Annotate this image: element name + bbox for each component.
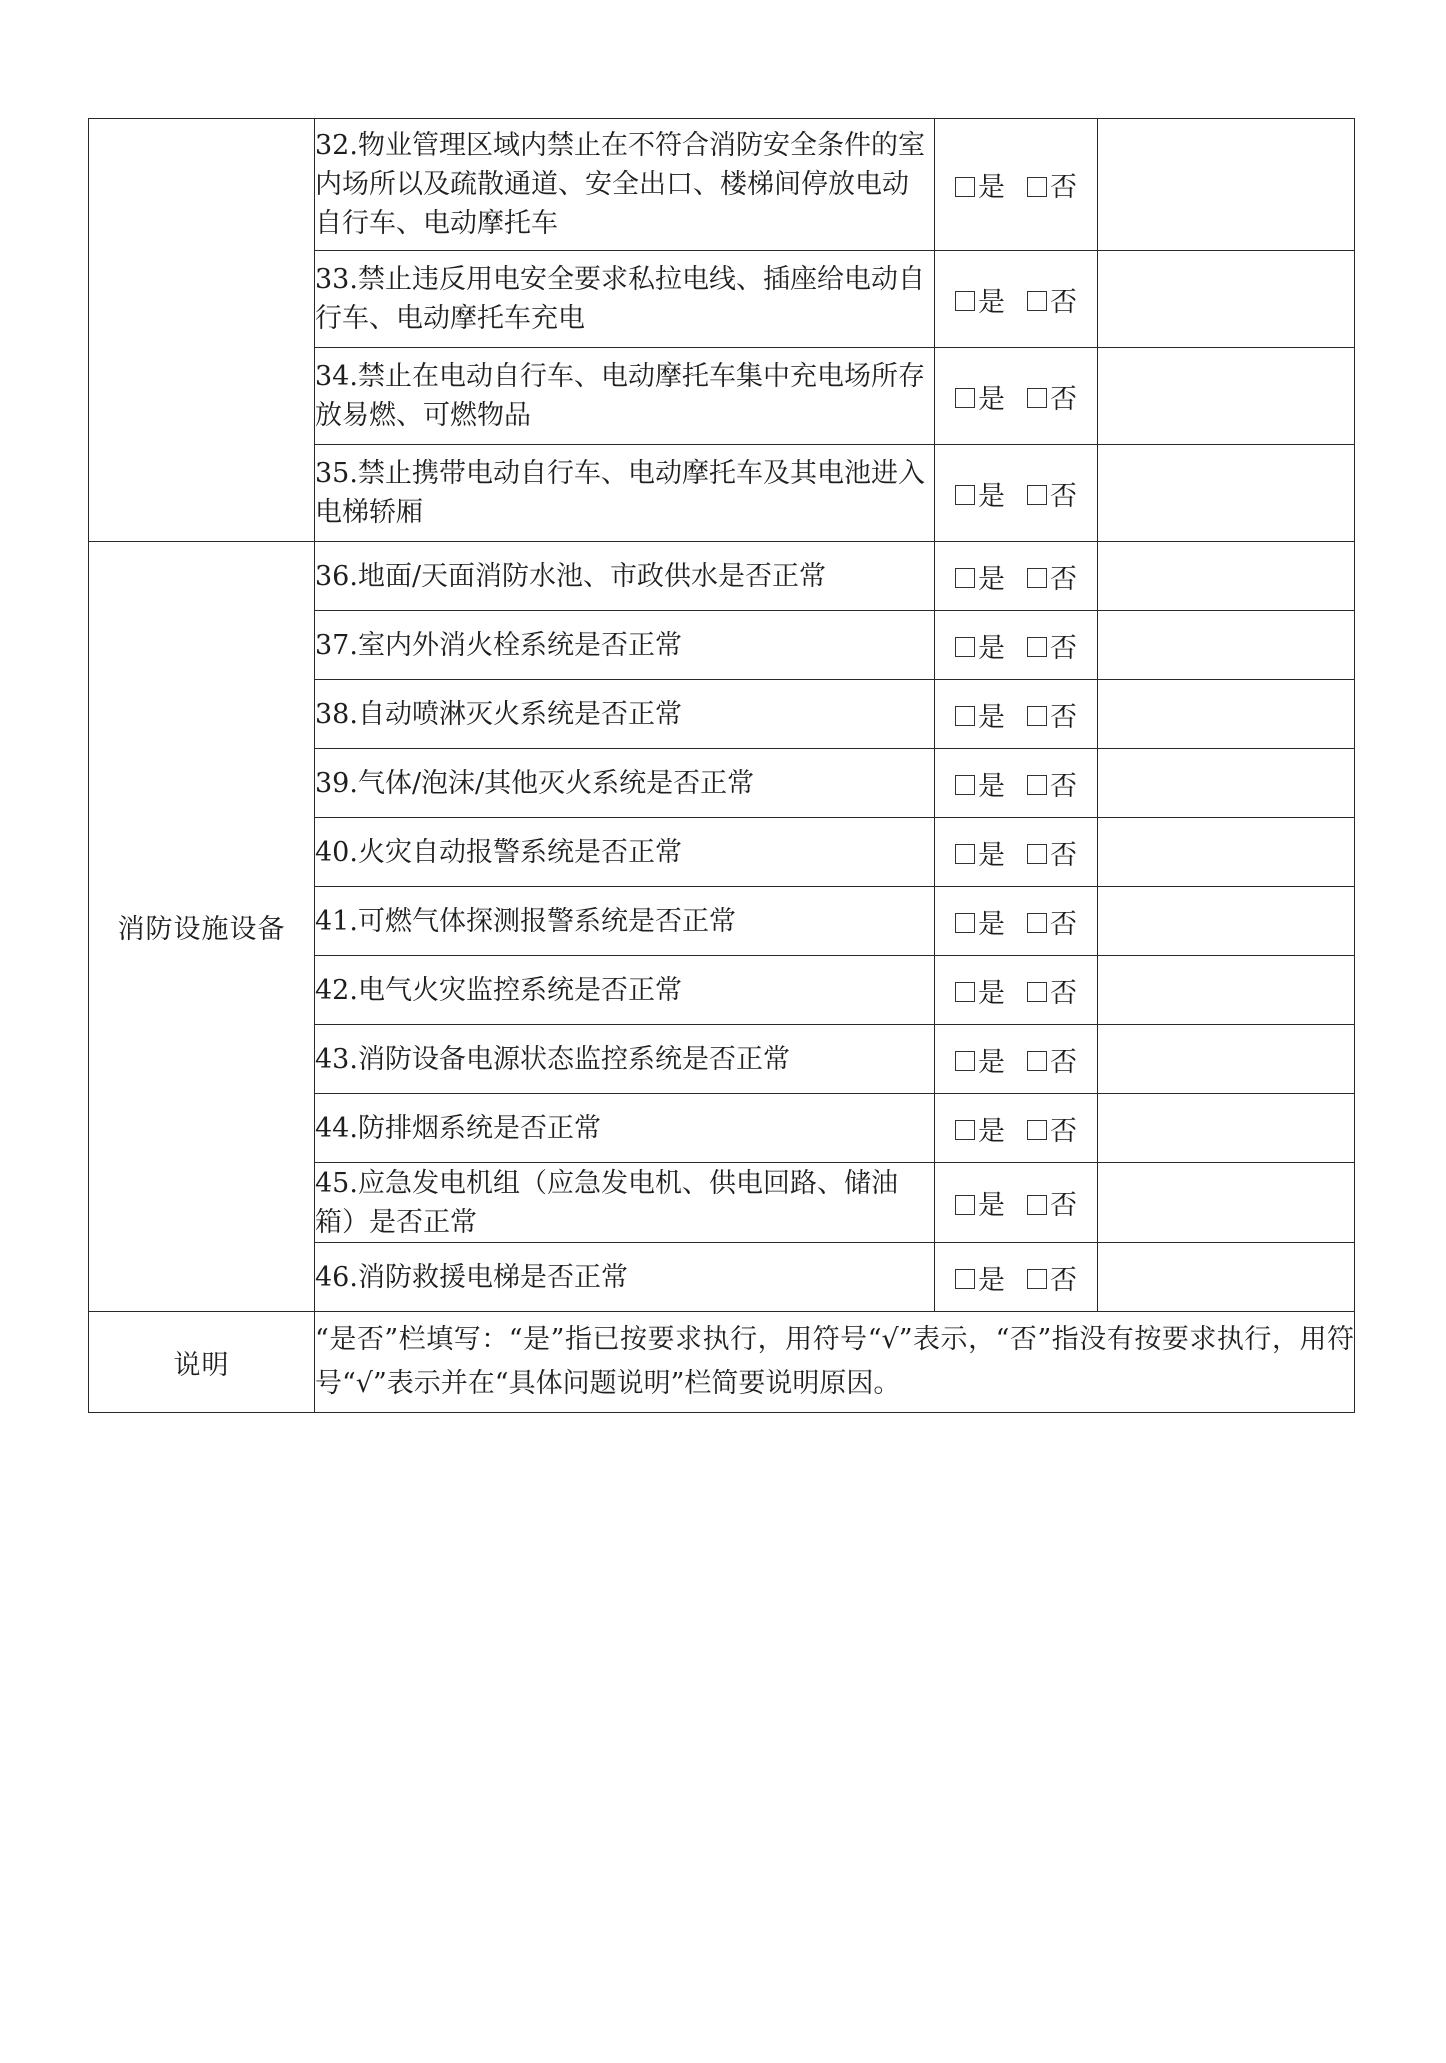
checkbox-icon[interactable]: [955, 568, 975, 588]
no-label: 否: [1050, 286, 1077, 318]
yes-option[interactable]: [955, 557, 1005, 596]
table-row: [89, 542, 1355, 611]
table-row: [89, 119, 1355, 251]
check-item-text: 35.禁止携带电动自行车、电动摩托车及其电池进入电梯轿厢: [315, 445, 935, 542]
no-label: 否: [1050, 480, 1077, 512]
yes-no-cell: [935, 348, 1098, 445]
no-label: 否: [1050, 908, 1077, 940]
no-option[interactable]: [1027, 377, 1077, 416]
yes-no-cell: [935, 251, 1098, 348]
check-item-text: 39.气体/泡沫/其他灭火系统是否正常: [315, 749, 935, 818]
category-cell-fire-facilities: 消防设施设备: [89, 542, 315, 1312]
checkbox-icon[interactable]: [955, 1120, 975, 1140]
remark-label: 说明: [89, 1312, 315, 1413]
yes-option[interactable]: [955, 280, 1005, 319]
issue-description-cell[interactable]: [1098, 1094, 1355, 1163]
yes-label: 是: [978, 172, 1005, 203]
check-item-text: 42.电气火灾监控系统是否正常: [315, 956, 935, 1025]
no-label: 否: [1050, 632, 1077, 664]
checkbox-icon[interactable]: [1027, 1269, 1047, 1289]
checkbox-icon[interactable]: [1027, 913, 1047, 933]
yes-no-cell: [935, 818, 1098, 887]
no-option[interactable]: [1027, 1258, 1077, 1297]
yes-label: 是: [978, 480, 1005, 512]
checkbox-icon[interactable]: [1027, 706, 1047, 726]
issue-description-cell[interactable]: [1098, 749, 1355, 818]
yes-option[interactable]: [955, 1258, 1005, 1297]
yes-option[interactable]: [955, 474, 1005, 513]
checkbox-icon[interactable]: [1027, 1195, 1047, 1215]
check-item-text: 32.物业管理区域内禁止在不符合消防安全条件的室内场所以及疏散通道、安全出口、楼梯间停放电动自行车、电动摩托车: [315, 119, 935, 251]
fire-safety-checklist-table: [88, 118, 1355, 1413]
yes-no-cell: [935, 749, 1098, 818]
yes-no-cell: [935, 1025, 1098, 1094]
issue-description-cell[interactable]: [1098, 1163, 1355, 1243]
check-item-text: 38.自动喷淋灭火系统是否正常: [315, 680, 935, 749]
no-option[interactable]: [1027, 280, 1077, 319]
yes-no-cell: [935, 1094, 1098, 1163]
remark-row: [89, 1312, 1355, 1413]
yes-option[interactable]: [955, 1183, 1005, 1222]
checkbox-icon[interactable]: [955, 913, 975, 933]
yes-option[interactable]: [955, 902, 1005, 941]
yes-no-cell: [935, 445, 1098, 542]
category-cell-ebike: [89, 119, 315, 542]
yes-no-cell: [935, 680, 1098, 749]
yes-option[interactable]: [955, 626, 1005, 665]
checkbox-icon[interactable]: [1027, 485, 1047, 505]
checkbox-icon[interactable]: [955, 1195, 975, 1215]
checkbox-icon[interactable]: [1027, 388, 1047, 408]
yes-label: 是: [978, 286, 1005, 318]
no-label: 否: [1050, 1115, 1077, 1147]
check-item-text: 33.禁止违反用电安全要求私拉电线、插座给电动自行车、电动摩托车充电: [315, 251, 935, 348]
yes-label: 是: [978, 770, 1005, 802]
check-item-text: 44.防排烟系统是否正常: [315, 1094, 935, 1163]
yes-option[interactable]: [955, 695, 1005, 734]
checkbox-icon[interactable]: [1027, 982, 1047, 1002]
check-item-text: 34.禁止在电动自行车、电动摩托车集中充电场所存放易燃、可燃物品: [315, 348, 935, 445]
no-label: 否: [1050, 839, 1077, 871]
no-option[interactable]: [1027, 902, 1077, 941]
yes-label: 是: [978, 1264, 1005, 1296]
yes-label: 是: [978, 839, 1005, 871]
yes-label: 是: [978, 908, 1005, 940]
checkbox-icon[interactable]: [955, 1051, 975, 1071]
checkbox-icon[interactable]: [1027, 775, 1047, 795]
no-option[interactable]: [1027, 1040, 1077, 1079]
checkbox-icon[interactable]: [955, 706, 975, 726]
issue-description-cell[interactable]: [1098, 119, 1355, 251]
yes-label: 是: [978, 1046, 1005, 1078]
remark-text: “是否”栏填写：“是”指已按要求执行，用符号“√”表示，“否”指没有按要求执行，用符号“√”表示并在“具体问题说明”栏简要说明原因。: [315, 1312, 1355, 1413]
issue-description-cell[interactable]: [1098, 348, 1355, 445]
checkbox-icon[interactable]: [955, 177, 975, 197]
check-item-text: 43.消防设备电源状态监控系统是否正常: [315, 1025, 935, 1094]
issue-description-cell[interactable]: [1098, 680, 1355, 749]
yes-label: 是: [978, 383, 1005, 415]
check-item-text: 37.室内外消火栓系统是否正常: [315, 611, 935, 680]
no-label: 否: [1050, 383, 1077, 415]
yes-label: 是: [978, 563, 1005, 595]
yes-label: 是: [978, 977, 1005, 1009]
yes-option[interactable]: [955, 1109, 1005, 1148]
no-option[interactable]: [1027, 474, 1077, 513]
yes-no-cell: [935, 1243, 1098, 1312]
no-option[interactable]: [1027, 165, 1077, 204]
checkbox-icon[interactable]: [1027, 1120, 1047, 1140]
checkbox-icon[interactable]: [1027, 1051, 1047, 1071]
no-label: 否: [1050, 770, 1077, 802]
yes-label: 是: [978, 701, 1005, 733]
yes-no-cell: [935, 611, 1098, 680]
yes-option[interactable]: [955, 971, 1005, 1010]
checkbox-icon[interactable]: [955, 637, 975, 657]
yes-no-cell: [935, 887, 1098, 956]
no-option[interactable]: [1027, 695, 1077, 734]
checkbox-icon[interactable]: [1027, 291, 1047, 311]
no-option[interactable]: [1027, 1183, 1077, 1222]
check-item-text: 40.火灾自动报警系统是否正常: [315, 818, 935, 887]
issue-description-cell[interactable]: [1098, 251, 1355, 348]
no-label: 否: [1050, 1046, 1077, 1078]
check-item-text: 45.应急发电机组（应急发电机、供电回路、储油箱）是否正常: [315, 1163, 935, 1243]
yes-no-cell: [935, 542, 1098, 611]
yes-option[interactable]: [955, 1040, 1005, 1079]
no-label: 否: [1050, 1264, 1077, 1296]
yes-label: 是: [978, 1115, 1005, 1147]
no-option[interactable]: [1027, 764, 1077, 803]
no-option[interactable]: [1027, 1109, 1077, 1148]
checkbox-icon[interactable]: [955, 291, 975, 311]
issue-description-cell[interactable]: [1098, 956, 1355, 1025]
no-option[interactable]: [1027, 557, 1077, 596]
checkbox-icon[interactable]: [1027, 568, 1047, 588]
no-option[interactable]: [1027, 626, 1077, 665]
checkbox-icon[interactable]: [1027, 177, 1047, 197]
checkbox-icon[interactable]: [955, 485, 975, 505]
checkbox-icon[interactable]: [955, 775, 975, 795]
no-label: 否: [1050, 563, 1077, 595]
yes-option[interactable]: [955, 833, 1005, 872]
yes-option[interactable]: [955, 764, 1005, 803]
yes-option[interactable]: [955, 377, 1005, 416]
yes-no-cell: [935, 956, 1098, 1025]
checkbox-icon[interactable]: [955, 844, 975, 864]
issue-description-cell[interactable]: [1098, 611, 1355, 680]
no-label: 否: [1050, 172, 1077, 203]
yes-label: 是: [978, 1190, 1005, 1221]
yes-no-cell: [935, 119, 1098, 251]
yes-option[interactable]: [955, 165, 1005, 204]
checkbox-icon[interactable]: [1027, 844, 1047, 864]
check-item-text: 41.可燃气体探测报警系统是否正常: [315, 887, 935, 956]
checkbox-icon[interactable]: [955, 388, 975, 408]
check-item-text: 36.地面/天面消防水池、市政供水是否正常: [315, 542, 935, 611]
yes-label: 是: [978, 632, 1005, 664]
checkbox-icon[interactable]: [1027, 637, 1047, 657]
no-label: 否: [1050, 1190, 1077, 1221]
issue-description-cell[interactable]: [1098, 1243, 1355, 1312]
issue-description-cell[interactable]: [1098, 887, 1355, 956]
no-label: 否: [1050, 977, 1077, 1009]
issue-description-cell[interactable]: [1098, 818, 1355, 887]
issue-description-cell[interactable]: [1098, 1025, 1355, 1094]
checkbox-icon[interactable]: [955, 982, 975, 1002]
yes-no-cell: [935, 1163, 1098, 1243]
no-option[interactable]: [1027, 833, 1077, 872]
check-item-text: 46.消防救援电梯是否正常: [315, 1243, 935, 1312]
issue-description-cell[interactable]: [1098, 542, 1355, 611]
issue-description-cell[interactable]: [1098, 445, 1355, 542]
no-option[interactable]: [1027, 971, 1077, 1010]
no-label: 否: [1050, 701, 1077, 733]
checkbox-icon[interactable]: [955, 1269, 975, 1289]
